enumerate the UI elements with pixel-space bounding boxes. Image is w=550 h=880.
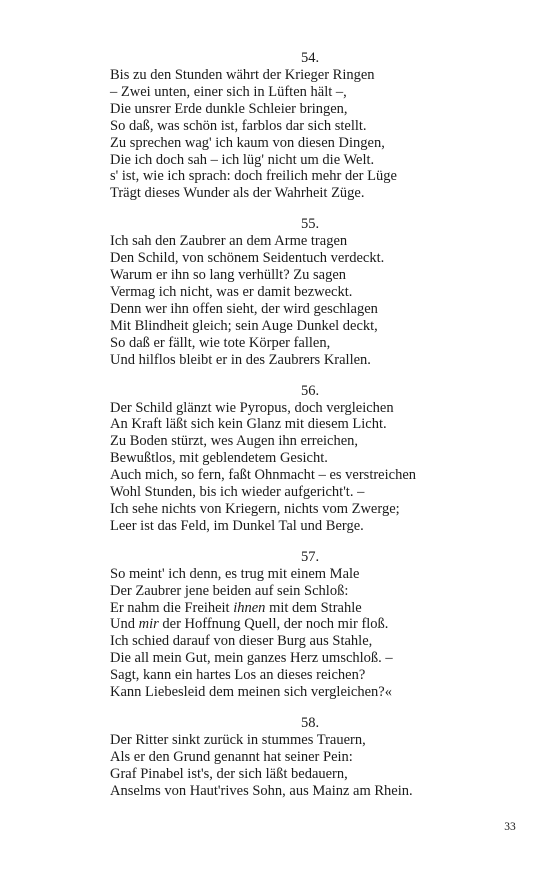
verse-line: An Kraft läßt sich kein Glanz mit diesem Licht. — [110, 416, 387, 433]
stanza-57 — [110, 549, 510, 701]
stanza-56 — [110, 383, 510, 535]
verse-line: Ich sah den Zaubrer an dem Arme tragen — [110, 233, 348, 250]
verse-line: Den Schild, von schönem Seidentuch verdeckt. — [110, 250, 385, 267]
verse-line: Wohl Stunden, bis ich wieder aufgericht't. – — [110, 484, 365, 501]
verse-line: Vermag ich nicht, was er damit bezweckt. — [110, 283, 353, 300]
verse-line: Der Schild glänzt wie Pyropus, doch vergleichen — [110, 399, 394, 416]
stanza-55 — [110, 216, 510, 368]
stanza-54 — [110, 50, 510, 202]
stanza-number: 55. — [300, 216, 320, 233]
page-number: 33 — [504, 821, 516, 833]
stanza-number: 56. — [300, 382, 320, 399]
verse-line: Denn wer ihn offen sieht, der wird geschlagen — [110, 300, 378, 317]
stanza-number: 58. — [300, 715, 320, 731]
verse-line: Warum er ihn so lang verhüllt? Zu sagen — [110, 267, 347, 284]
verse-line: Der Ritter sinkt zurück in stummes Trauern, — [110, 732, 366, 748]
verse-line: Trägt dieses Wunder als der Wahrheit Züge. — [110, 185, 365, 202]
verse-line: Graf Pinabel ist's, der sich läßt bedauern, — [110, 765, 348, 782]
verse-line: Zu Boden stürzt, wes Augen ihn erreichen, — [110, 433, 359, 450]
verse-line: Und mir der Hoffnung Quell, der noch mir floß. — [110, 616, 389, 633]
verse-line: Anselms von Haut'rives Sohn, aus Mainz am Rhein. — [110, 782, 413, 799]
verse-line: So daß er fällt, wie tote Körper fallen, — [110, 334, 331, 351]
verse-line: Leer ist das Feld, im Dunkel Tal und Berge. — [110, 517, 364, 534]
verse-line: Ich schied darauf von dieser Burg aus Stahle, — [110, 633, 373, 650]
verse-line: Die unsrer Erde dunkle Schleier bringen, — [110, 100, 348, 117]
verse-line: Die all mein Gut, mein ganzes Herz umschloß. – — [110, 650, 393, 667]
verse-line: So meint' ich denn, es trug mit einem Male — [110, 565, 360, 582]
verse-line: So daß, was schön ist, farblos dar sich stellt. — [110, 117, 367, 134]
verse-line: Bis zu den Stunden währt der Krieger Ringen — [110, 67, 375, 83]
verse-line: Der Zaubrer jene beiden auf sein Schloß: — [110, 582, 349, 599]
verse-line: Sagt, kann ein hartes Los an dieses reichen? — [110, 667, 366, 684]
verse-line: – Zwei unten, einer sich in Lüften hält –, — [110, 83, 347, 100]
verse-line: Bewußtlos, mit geblendetem Gesicht. — [110, 450, 328, 467]
verse-line: Und hilflos bleibt er in des Zaubrers Krallen. — [110, 351, 371, 368]
verse-line: Auch mich, so fern, faßt Ohnmacht – es verstreichen — [110, 467, 417, 484]
verse-line: Die ich doch sah – ich lüg' nicht um die Welt. — [110, 151, 375, 168]
verse-line: s' ist, wie ich sprach: doch freilich mehr der Lüge — [110, 168, 397, 185]
verse-line: Mit Blindheit gleich; sein Auge Dunkel deckt, — [110, 317, 378, 334]
stanza-58 — [110, 715, 510, 800]
verse-line: Zu sprechen wag' ich kaum von diesen Dingen, — [110, 134, 385, 151]
verse-line: Er nahm die Freiheit ihnen mit dem Strahle — [110, 599, 362, 616]
verse-line: Kann Liebesleid dem meinen sich vergleichen?« — [110, 684, 392, 701]
stanza-number: 57. — [300, 548, 320, 565]
verse-line: Ich sehe nichts von Kriegern, nichts vom Zwerge; — [110, 500, 400, 517]
verse-line: Als er den Grund genannt hat seiner Pein: — [110, 748, 353, 765]
stanza-number: 54. — [300, 50, 320, 66]
poem-text — [110, 50, 510, 814]
